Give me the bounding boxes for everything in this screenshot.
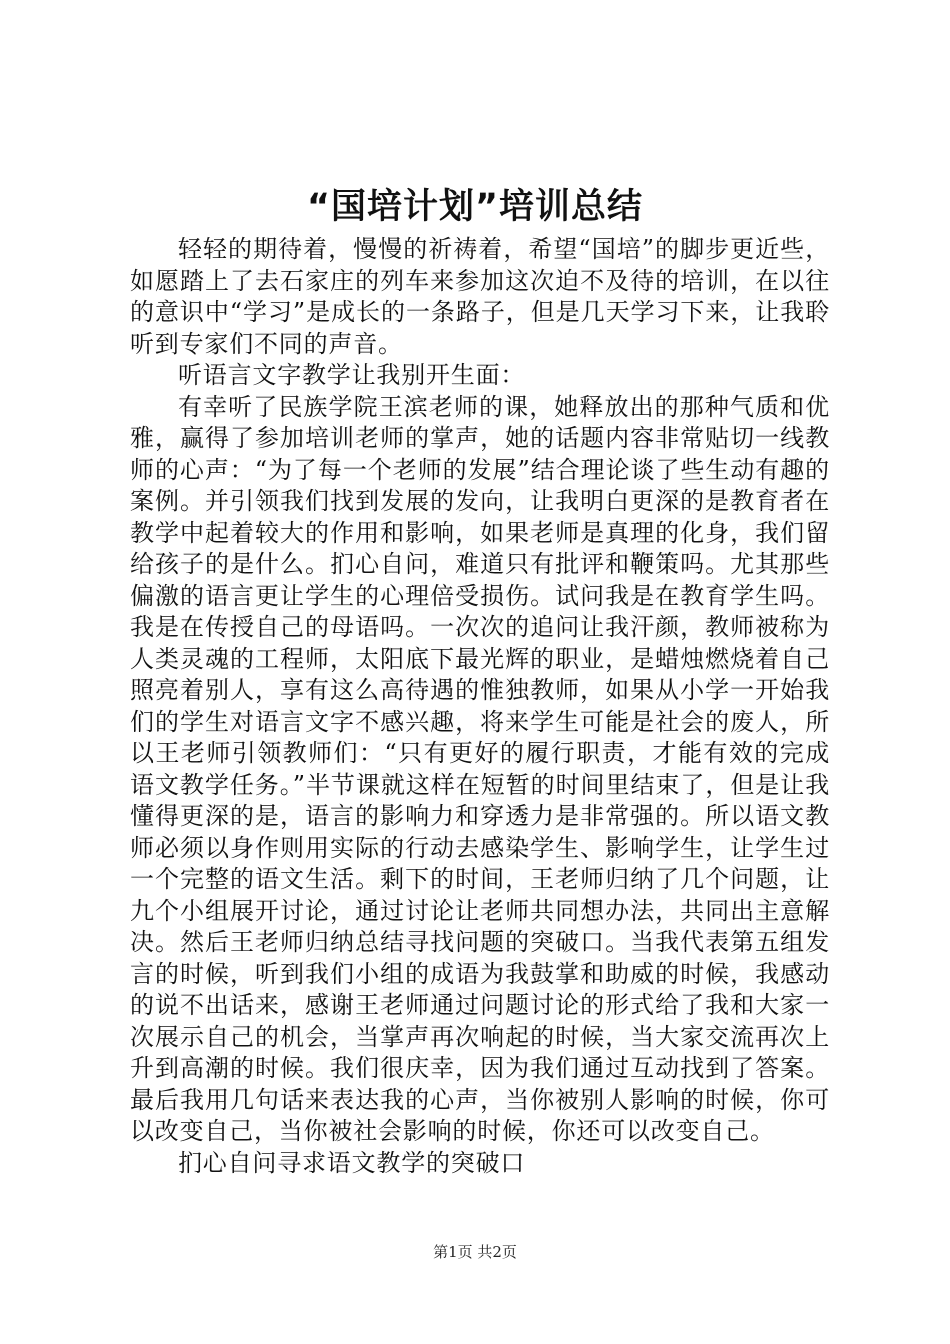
document-title: “国培计划”培训总结 [306,187,643,227]
paragraph-heading-language-teaching: 听语言文字教学让我别开生面： [178,361,526,389]
document-body [130,234,830,1179]
page-number-footer: 第1页 共2页 [433,1243,517,1261]
paragraph-heading-breakthrough: 扪心自问寻求语文教学的突破口 [178,1148,526,1177]
paragraph-intro: 轻轻的期待着，慢慢的祈祷着，希望“国培”的脚步更近些，如愿踏上了去石家庄的列车来参加这次迫不及待的培训，在以往的意识中“学习”是成长的一条路子，但是几天学习下来，让我聆听到专家们不同的声音。 [130,235,830,358]
paragraph-lecture-reflection: 有幸听了民族学院王滨老师的课，她释放出的那种气质和优雅，赢得了参加培训老师的掌声，她的话题内容非常贴切一线教师的心声：“为了每一个老师的发展”结合理论谈了些生动有趣的案例。并引领我们找到发展的发向，让我明白更深的是教育者在教学中起着较大的作用和影响，如果老师是真理的化身，我们留给孩子的是什么。扪心自问，难道只有批评和鞭策吗。尤其那些偏激的语言更让学生的心理倍受损伤。试问我是在教育学生吗。我是在传授自己的母语吗。一次次的追问让我汗颜，教师被称为人类灵魂的工程师，太阳底下最光辉的职业，是蜡烛燃烧着自己照亮着别人，享有这么高待遇的惟独教师，如果从小学一开始我们的学生对语言文字不感兴趣，将来学生可能是社会的废人，所以王老师引领教师们：“只有更好的履行职责，才能有效的完成语文教学任务。”半节课就这样在短暂的时间里结束了，但是让我懂得更深的是，语言的影响力和穿透力是非常强的。所以语文教师必须以身作则用实际的行动去感染学生、影响学生，让学生过一个完整的语文生活。剩下的时间，王老师归纳了几个问题，让九个小组展开讨论，通过讨论让老师共同想办法，共同出主意解决。然后王老师归纳总结寻找问题的突破口。当我代表第五组发言的时候，听到我们小组的成语为我鼓掌和助威的时候，我感动的说不出话来，感谢王老师通过问题讨论的形式给了我和大家一次展示自己的机会，当掌声再次响起的时候，当大家交流再次上升到高潮的时候。我们很庆幸，因为我们通过互动找到了答案。最后我用几句话来表达我的心声，当你被别人影响的时候，你可以改变自己，当你被社会影响的时候，你还可以改变自己。 [130,392,830,1145]
